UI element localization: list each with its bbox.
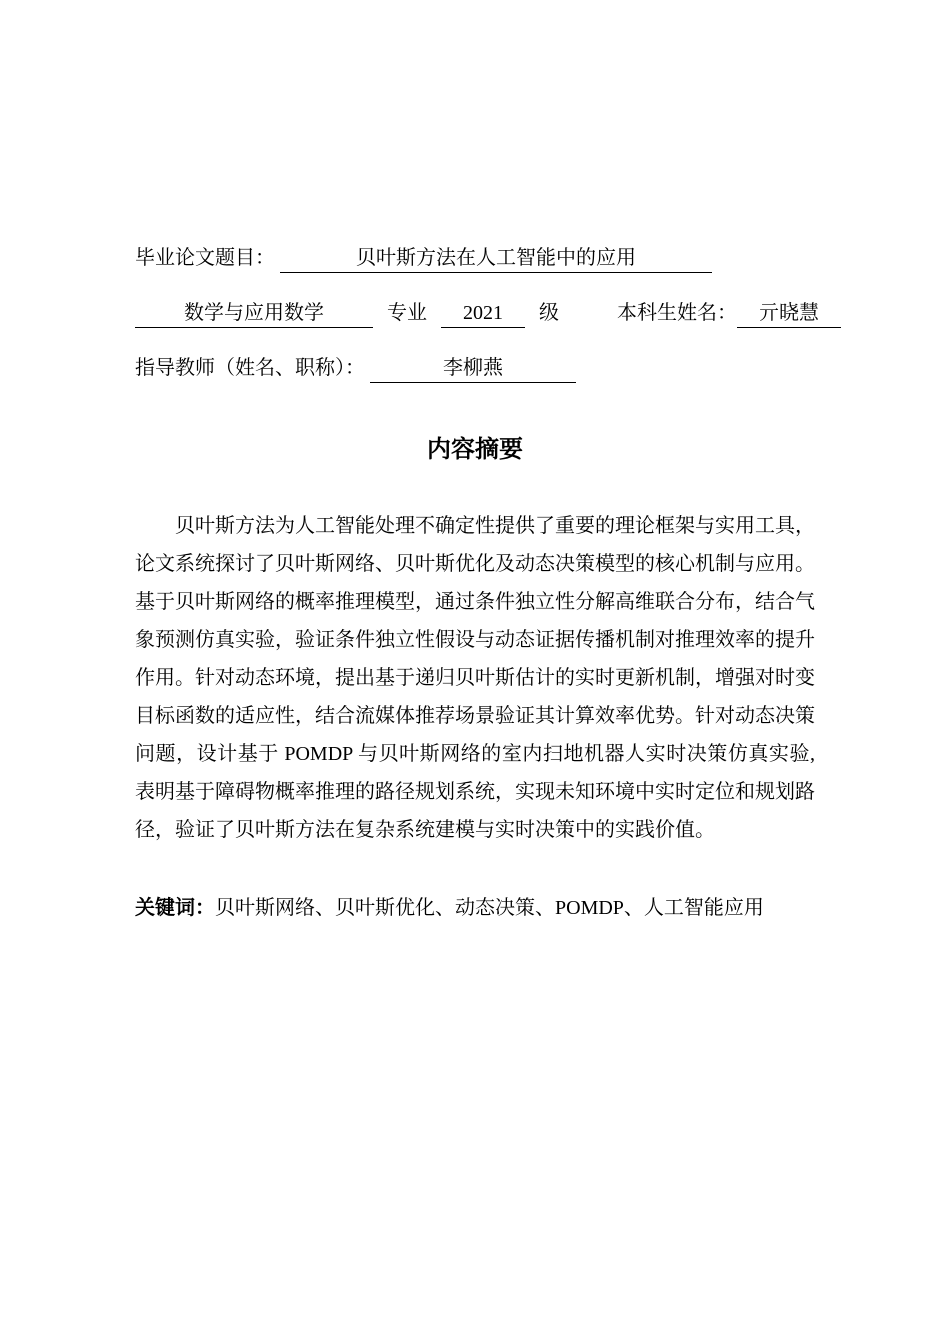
abstract-body: 贝叶斯方法为人工智能处理不确定性提供了重要的理论框架与实用工具，论文系统探讨了贝叶斯网络、贝叶斯优化及动态决策模型的核心机制与应用。基于贝叶斯网络的概率推理模型，通过条件独立性分解高维联合分布，结合气象预测仿真实验，验证条件独立性假设与动态证据传播机制对推理效率的提升作用。针对动态环境，提出基于递归贝叶斯估计的实时更新机制，增强对时变目标函数的适应性，结合流媒体推荐场景验证其计算效率优势。针对动态决策问题，设计基于 POMDP 与贝叶斯网络的室内扫地机器人实时决策仿真实验,表明基于障碍物概率推理的路径规划系统，实现未知环境中实时定位和规划路径，验证了贝叶斯方法在复杂系统建模与实时决策中的实践价值。	[135, 515, 815, 841]
student-label: 本科生姓名：	[617, 302, 737, 324]
year-label: 级	[539, 302, 559, 324]
keywords-line	[135, 889, 815, 927]
student-value: 亓晓慧	[737, 299, 841, 328]
keywords-value: 贝叶斯网络、贝叶斯优化、动态决策、POMDP、人工智能应用	[215, 897, 764, 919]
thesis-title-label: 毕业论文题目：	[135, 247, 275, 269]
major-student-line	[135, 298, 819, 328]
abstract-heading: 内容摘要	[427, 436, 523, 463]
thesis-title-value: 贝叶斯方法在人工智能中的应用	[280, 244, 712, 273]
advisor-value: 李柳燕	[370, 354, 576, 383]
major-value: 数学与应用数学	[135, 299, 373, 328]
keywords-label: 关键词：	[135, 897, 215, 919]
advisor-label: 指导教师（姓名、职称）：	[135, 357, 365, 379]
major-label: 专业	[387, 302, 427, 324]
thesis-title-line	[135, 243, 815, 273]
advisor-line	[135, 353, 815, 383]
year-value: 2021	[441, 299, 525, 328]
